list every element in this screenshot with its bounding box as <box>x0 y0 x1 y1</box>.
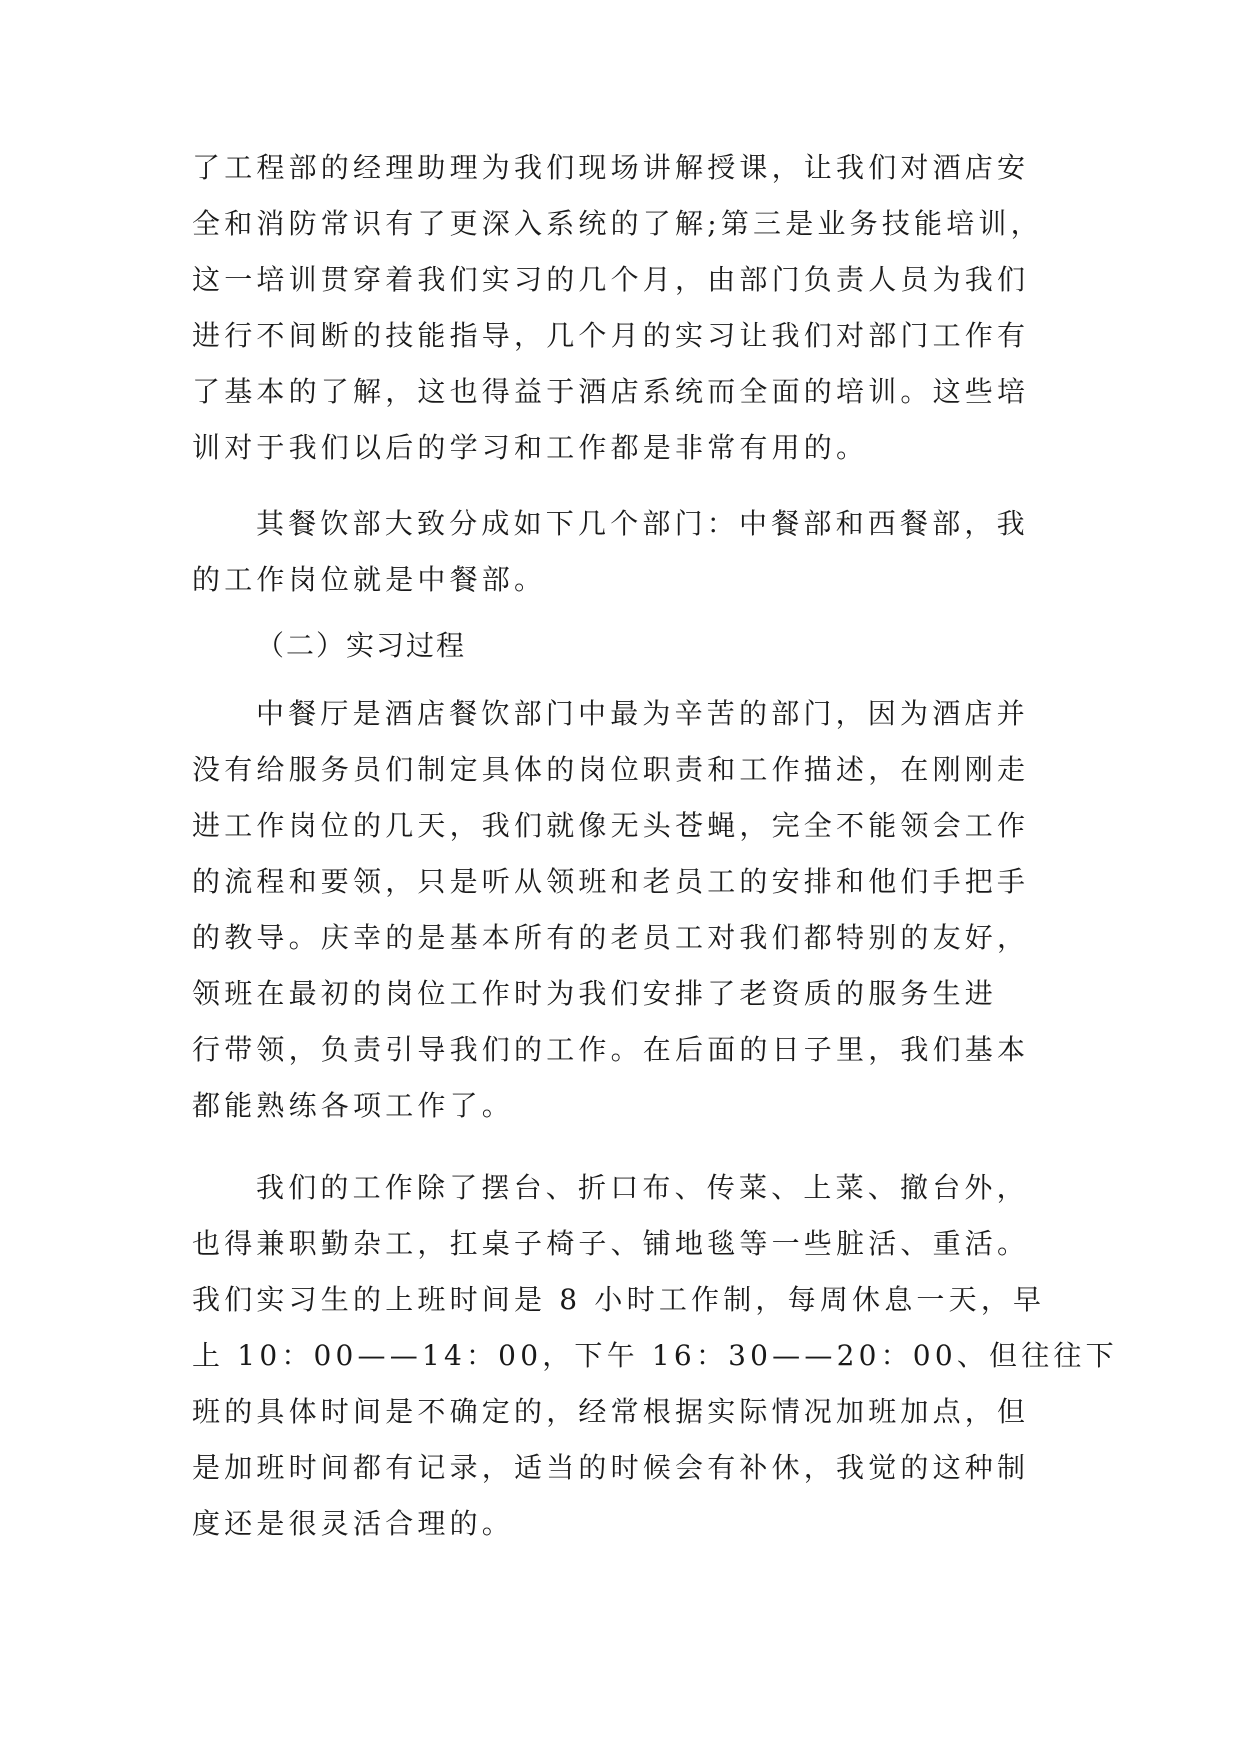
text-line: 都能熟练各项工作了。 <box>192 1089 515 1122</box>
text-line: 这一培训贯穿着我们实习的几个月，由部门负责人员为我们 <box>192 263 1030 296</box>
text-line: 班的具体时间是不确定的，经常根据实际情况加班加点，但 <box>192 1395 1030 1428</box>
text-line: 了基本的了解，这也得益于酒店系统而全面的培训。这些培 <box>192 375 1030 408</box>
paragraph-first-line: 我们的工作除了摆台、折口布、传菜、上菜、撤台外， <box>256 1171 1029 1204</box>
text-line: 没有给服务员们制定具体的岗位职责和工作描述，在刚刚走 <box>192 753 1030 786</box>
text-line: 上 10：00——14：00，下午 16：30——20：00、但往往下 <box>192 1339 1118 1372</box>
text-line: 的流程和要领，只是听从领班和老员工的安排和他们手把手 <box>192 865 1030 898</box>
text-line: 训对于我们以后的学习和工作都是非常有用的。 <box>192 431 869 464</box>
text-line: 领班在最初的岗位工作时为我们安排了老资质的服务生进 <box>192 977 998 1010</box>
text-line: 我们实习生的上班时间是 8 小时工作制，每周休息一天，早 <box>192 1283 1046 1316</box>
text-line: 进工作岗位的几天，我们就像无头苍蝇，完全不能领会工作 <box>192 809 1030 842</box>
text-line: 行带领，负责引导我们的工作。在后面的日子里，我们基本 <box>192 1033 1030 1066</box>
paragraph-first-line: 其餐饮部大致分成如下几个部门：中餐部和西餐部，我 <box>256 507 1029 540</box>
text-line: 度还是很灵活合理的。 <box>192 1507 515 1540</box>
text-line: 全和消防常识有了更深入系统的了解;第三是业务技能培训， <box>192 207 1043 240</box>
text-line: 的工作岗位就是中餐部。 <box>192 563 547 596</box>
text-line: 的教导。庆幸的是基本所有的老员工对我们都特别的友好， <box>192 921 1030 954</box>
section-heading: （二）实习过程 <box>256 629 467 662</box>
text-line: 进行不间断的技能指导，几个月的实习让我们对部门工作有 <box>192 319 1030 352</box>
text-line: 了工程部的经理助理为我们现场讲解授课，让我们对酒店安 <box>192 151 1030 184</box>
paragraph-first-line: 中餐厅是酒店餐饮部门中最为辛苦的部门，因为酒店并 <box>256 697 1029 730</box>
text-line: 是加班时间都有记录，适当的时候会有补休，我觉的这种制 <box>192 1451 1030 1484</box>
text-line: 也得兼职勤杂工，扛桌子椅子、铺地毯等一些脏活、重活。 <box>192 1227 1030 1260</box>
